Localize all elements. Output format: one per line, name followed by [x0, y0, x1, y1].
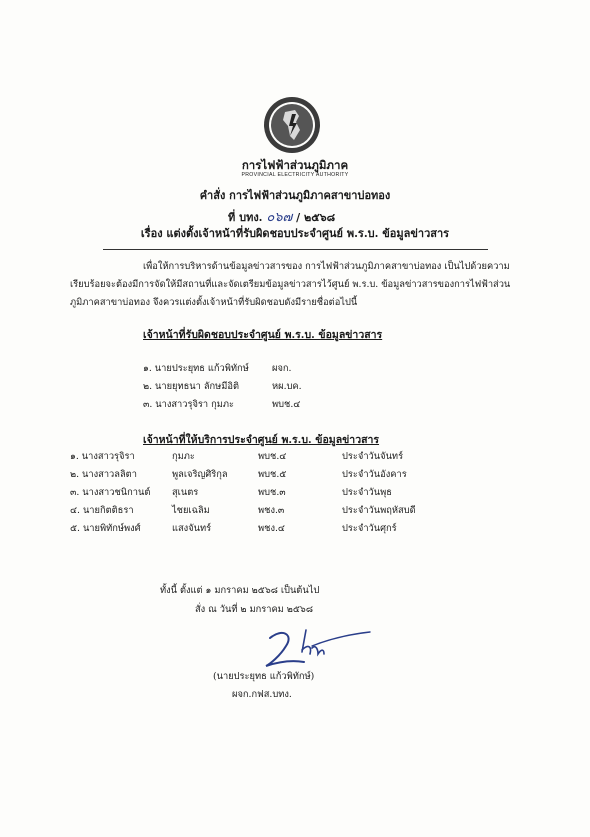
- section-service-heading: เจ้าหน้าที่ให้บริการประจำศูนย์ พ.ร.บ. ข้อมูลข่าวสาร: [143, 434, 380, 446]
- organization-name-english: PROVINCIAL ELECTRICITY AUTHORITY: [241, 172, 349, 178]
- intro-line-3: ภูมิภาคสาขาบ่อทอง จึงควรแต่งตั้งเจ้าหน้าที่รับผิดชอบดังมีรายชื่อต่อไปนี้: [70, 297, 358, 308]
- section-responsible-heading: เจ้าหน้าที่รับผิดชอบประจำศูนย์ พ.ร.บ. ข้อมูลข่าวสาร: [143, 329, 383, 341]
- order-number-handwritten: ๐๖๗: [266, 209, 293, 224]
- service-row-5-first-name: ๕. นายพิทักษ์พงศ์: [70, 523, 141, 534]
- signer-name: (นายประยุทธ แก้วพิทักษ์): [213, 671, 315, 682]
- service-row-4-first-name: ๔. นายกิตติธรา: [70, 505, 134, 516]
- service-row-5-day: ประจำวันศุกร์: [342, 523, 397, 534]
- service-row-1-first-name: ๑. นางสาวรุจิรา: [70, 451, 135, 462]
- order-number-suffix: / ๒๕๖๘: [296, 211, 336, 224]
- responsible-row-2-name: ๒. นายยุทธนา ลักษมีอิติ: [143, 381, 240, 392]
- responsible-row-3-name: ๓. นางสาวรุจิรา กุมภะ: [143, 399, 234, 410]
- service-row-2-first-name: ๒. นางสาวลลิตา: [70, 469, 137, 480]
- responsible-row-3-position: พบช.๔: [272, 399, 301, 410]
- service-row-1-position: พบช.๔: [258, 451, 287, 462]
- service-row-1-day: ประจำวันจันทร์: [342, 451, 404, 462]
- service-row-1-last-name: กุมภะ: [172, 451, 195, 462]
- service-row-4-day: ประจำวันพฤหัสบดี: [342, 505, 416, 516]
- order-subject: เรื่อง แต่งตั้งเจ้าหน้าที่รับผิดชอบประจำศูนย์ พ.ร.บ. ข้อมูลข่าวสาร: [140, 227, 450, 240]
- organization-name-thai: การไฟฟ้าส่วนภูมิภาค: [241, 158, 349, 172]
- order-number-prefix: ที่ บทง.: [228, 211, 263, 224]
- intro-line-2: เรียบร้อยจะต้องมีการจัดให้มีสถานที่และจัดเตรียมข้อมูลข่าวสารไว้ศูนย์ พ.ร.บ. ข้อมูลข่าวสารของการไฟฟ้าส่วน: [70, 279, 511, 290]
- service-row-2-last-name: พูลเจริญศิริกุล: [172, 469, 228, 480]
- service-row-5-position: พชง.๔: [258, 523, 285, 534]
- order-date: สั่ง ณ วันที่ ๒ มกราคม ๒๕๖๘: [195, 604, 314, 615]
- signature-icon: [252, 624, 372, 674]
- service-row-2-position: พบช.๕: [258, 469, 287, 480]
- service-row-3-last-name: สุเนตร: [172, 487, 199, 498]
- service-row-2-day: ประจำวันอังคาร: [342, 469, 407, 480]
- effective-date: ทั้งนี้ ตั้งแต่ ๑ มกราคม ๒๕๖๘ เป็นต้นไป: [160, 585, 320, 596]
- service-row-4-position: พชง.๓: [258, 505, 285, 516]
- responsible-row-1-position: ผจก.: [272, 363, 292, 374]
- intro-line-1: เพื่อให้การบริหารด้านข้อมูลข่าวสารของ การไฟฟ้าส่วนภูมิภาคสาขาบ่อทอง เป็นไปด้วยความ: [143, 261, 510, 272]
- order-title: คำสั่ง การไฟฟ้าส่วนภูมิภาคสาขาบ่อทอง: [199, 189, 391, 202]
- service-row-5-last-name: แสงจันทร์: [172, 523, 212, 534]
- responsible-row-2-position: หผ.บค.: [272, 381, 302, 392]
- service-row-3-day: ประจำวันพุธ: [342, 487, 392, 498]
- service-row-3-first-name: ๓. นางสาวชนิกานต์: [70, 487, 151, 498]
- pea-logo-icon: [263, 96, 321, 154]
- service-row-4-last-name: ไชยเฉลิม: [172, 505, 210, 516]
- service-row-3-position: พบช.๓: [258, 487, 286, 498]
- signer-title: ผจก.กฟส.บทง.: [232, 689, 292, 700]
- responsible-row-1-name: ๑. นายประยุทธ แก้วพิทักษ์: [143, 363, 249, 374]
- header-divider: [103, 249, 488, 250]
